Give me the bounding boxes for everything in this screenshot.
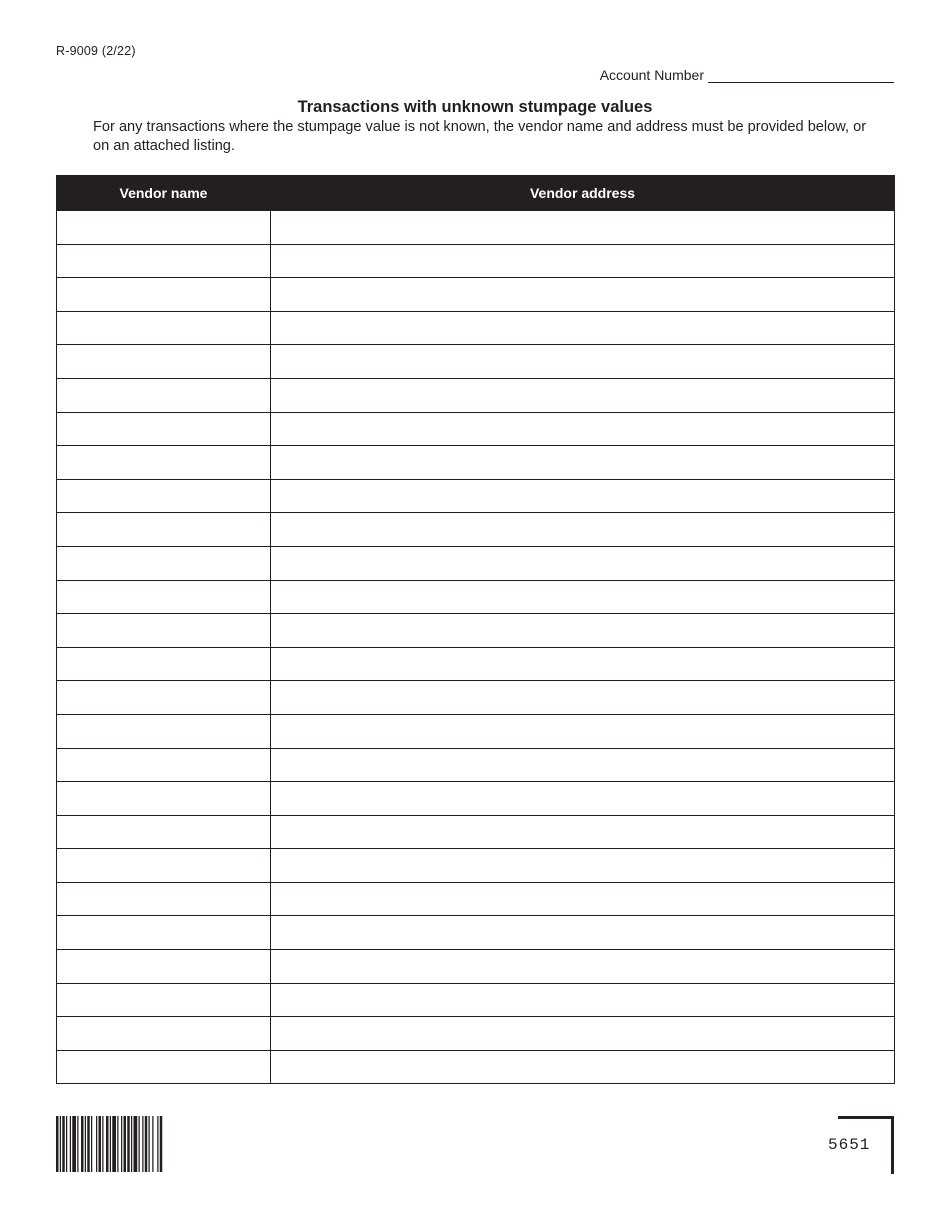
vendor-address-cell[interactable] [271, 849, 895, 883]
table-row [57, 849, 895, 883]
barcode-bar [99, 1116, 102, 1172]
table-row [57, 614, 895, 648]
table-row [57, 916, 895, 950]
table-row [57, 882, 895, 916]
vendor-address-cell[interactable] [271, 446, 895, 480]
account-number-row [600, 67, 894, 83]
vendor-name-cell[interactable] [57, 681, 271, 715]
table-row [57, 647, 895, 681]
column-header-vendor-name: Vendor name [57, 176, 271, 211]
barcode-icon [56, 1116, 206, 1172]
table-row [57, 446, 895, 480]
vendor-address-cell[interactable] [271, 513, 895, 547]
page-title: Transactions with unknown stumpage values [297, 98, 653, 116]
barcode-bar [110, 1116, 111, 1172]
account-number-field[interactable] [708, 69, 894, 83]
barcode-bar [124, 1116, 127, 1172]
vendor-address-cell[interactable] [271, 546, 895, 580]
table-row [57, 412, 895, 446]
vendor-address-cell[interactable] [271, 681, 895, 715]
barcode-bar [62, 1116, 65, 1172]
table-row [57, 345, 895, 379]
vendor-address-cell[interactable] [271, 983, 895, 1017]
account-number-label: Account Number [599, 67, 704, 83]
vendor-address-cell[interactable] [271, 782, 895, 816]
barcode-bar [117, 1116, 118, 1172]
vendor-name-cell[interactable] [57, 479, 271, 513]
table-row [57, 580, 895, 614]
vendor-name-cell[interactable] [57, 714, 271, 748]
barcode-bar [157, 1116, 158, 1172]
barcode-bar [152, 1116, 153, 1172]
vendor-address-cell[interactable] [271, 614, 895, 648]
vendor-name-cell[interactable] [57, 983, 271, 1017]
barcode-bar [60, 1116, 61, 1172]
vendor-name-cell[interactable] [57, 378, 271, 412]
vendor-address-cell[interactable] [271, 479, 895, 513]
barcode-bar [149, 1116, 150, 1172]
barcode-bar [87, 1116, 90, 1172]
vendor-address-cell[interactable] [271, 412, 895, 446]
barcode-bar [139, 1116, 140, 1172]
vendor-name-cell[interactable] [57, 815, 271, 849]
vendor-name-cell[interactable] [57, 244, 271, 278]
instructions-text: For any transactions where the stumpage value is not known, the vendor name and address must be provided below, or on an attached listing. [93, 119, 867, 154]
table-row [57, 278, 895, 312]
column-header-vendor-address: Vendor address [271, 176, 895, 211]
table-header-row [57, 176, 895, 211]
vendor-name-cell[interactable] [57, 782, 271, 816]
vendor-name-cell[interactable] [57, 278, 271, 312]
barcode-bar [131, 1116, 132, 1172]
barcode-bar [70, 1116, 71, 1172]
barcode-bar [121, 1116, 122, 1172]
vendor-address-cell[interactable] [271, 916, 895, 950]
barcode-bar [81, 1116, 84, 1172]
barcode-bar [56, 1116, 59, 1172]
barcode-bar [134, 1116, 138, 1172]
vendor-name-cell[interactable] [57, 916, 271, 950]
vendor-name-cell[interactable] [57, 311, 271, 345]
vendor-name-cell[interactable] [57, 345, 271, 379]
barcode-bar [106, 1116, 109, 1172]
table-row [57, 681, 895, 715]
vendor-name-cell[interactable] [57, 849, 271, 883]
vendor-table [56, 175, 895, 1084]
barcode-bar [142, 1116, 143, 1172]
vendor-address-cell[interactable] [271, 1017, 895, 1051]
vendor-address-cell[interactable] [271, 1050, 895, 1084]
table-row [57, 513, 895, 547]
vendor-address-cell[interactable] [271, 311, 895, 345]
vendor-name-cell[interactable] [57, 513, 271, 547]
vendor-name-cell[interactable] [57, 546, 271, 580]
barcode-bar [145, 1116, 148, 1172]
barcode-bar [102, 1116, 103, 1172]
barcode-bar [77, 1116, 78, 1172]
barcode-bar [112, 1116, 116, 1172]
vendor-name-cell[interactable] [57, 412, 271, 446]
table-row [57, 1017, 895, 1051]
table-row [57, 950, 895, 984]
barcode-bar [72, 1116, 76, 1172]
vendor-name-cell[interactable] [57, 950, 271, 984]
table-row [57, 782, 895, 816]
vendor-address-cell[interactable] [271, 882, 895, 916]
table-row [57, 714, 895, 748]
vendor-address-cell[interactable] [271, 815, 895, 849]
vendor-name-cell[interactable] [57, 748, 271, 782]
table-row [57, 479, 895, 513]
vendor-address-cell[interactable] [271, 950, 895, 984]
vendor-name-cell[interactable] [57, 446, 271, 480]
vendor-name-cell[interactable] [57, 1017, 271, 1051]
barcode-bar [127, 1116, 130, 1172]
barcode-bar [160, 1116, 163, 1172]
vendor-address-cell[interactable] [271, 278, 895, 312]
table-row [57, 378, 895, 412]
barcode-bar [91, 1116, 92, 1172]
table-row [57, 546, 895, 580]
vendor-name-cell[interactable] [57, 614, 271, 648]
vendor-name-cell[interactable] [57, 882, 271, 916]
vendor-name-cell[interactable] [57, 580, 271, 614]
vendor-address-cell[interactable] [271, 647, 895, 681]
vendor-name-cell[interactable] [57, 1050, 271, 1084]
table-row [57, 748, 895, 782]
form-code: 5651 [828, 1136, 871, 1154]
vendor-name-cell[interactable] [57, 647, 271, 681]
table-row [57, 1050, 895, 1084]
table-row [57, 815, 895, 849]
vendor-name-cell[interactable] [57, 211, 271, 245]
barcode-bar [85, 1116, 86, 1172]
barcode-bar [66, 1116, 67, 1172]
vendor-address-cell[interactable] [271, 714, 895, 748]
vendor-table-body [57, 211, 895, 1084]
vendor-address-cell[interactable] [271, 244, 895, 278]
vendor-address-cell[interactable] [271, 580, 895, 614]
vendor-address-cell[interactable] [271, 748, 895, 782]
table-row [57, 983, 895, 1017]
table-row [57, 211, 895, 245]
vendor-address-cell[interactable] [271, 211, 895, 245]
table-row [57, 244, 895, 278]
form-id: R-9009 (2/22) [56, 44, 136, 58]
barcode-bar [96, 1116, 97, 1172]
vendor-address-cell[interactable] [271, 345, 895, 379]
table-row [57, 311, 895, 345]
vendor-address-cell[interactable] [271, 378, 895, 412]
